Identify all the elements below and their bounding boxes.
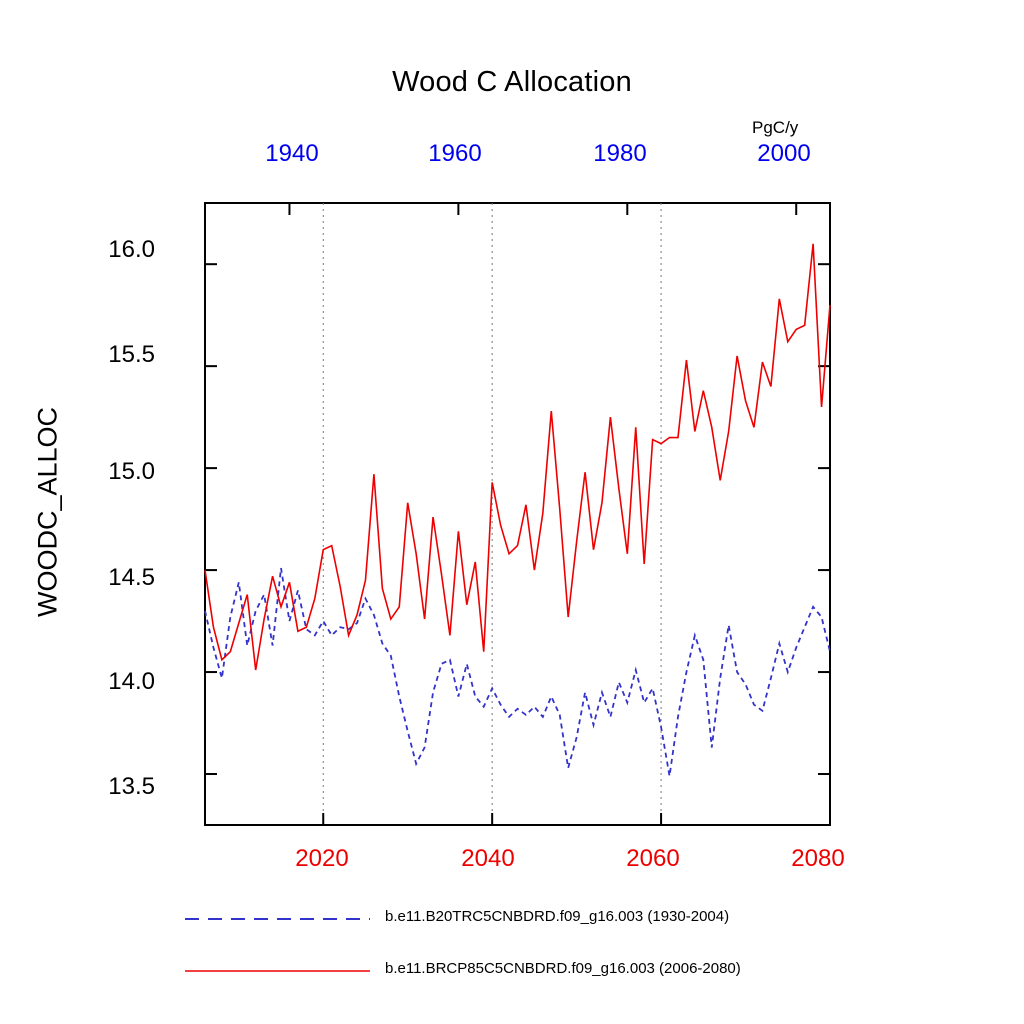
bottom-axis-tick-2040: 2040: [461, 845, 515, 872]
legend-item-rcp85[interactable]: [185, 960, 885, 986]
y-axis-tick-13.5: 13.5: [108, 773, 155, 800]
y-axis-tick-15.5: 15.5: [108, 341, 155, 368]
units-label: PgC/y: [752, 118, 799, 137]
top-axis-tick-1940: 1940: [265, 140, 319, 167]
bottom-axis-tick-2020: 2020: [295, 845, 349, 872]
y-axis-tick-16.0: 16.0: [108, 236, 155, 263]
axis-ticks: [205, 203, 830, 825]
y-axis-label: WOODC_ALLOC: [32, 406, 63, 618]
legend-swatch-dashed: [185, 917, 370, 919]
y-axis-tick-14.0: 14.0: [108, 668, 155, 695]
legend-label-rcp85: b.e11.BRCP85C5CNBDRD.f09_g16.003 (2006-2080): [385, 960, 741, 977]
plot-frame: [205, 203, 830, 825]
top-axis-tick-2000: 2000: [757, 140, 811, 167]
series-line: [205, 568, 830, 776]
gridlines: [323, 203, 661, 825]
bottom-axis-tick-2060: 2060: [626, 845, 680, 872]
bottom-axis-tick-2080: 2080: [791, 845, 845, 872]
legend-item-historical[interactable]: [185, 908, 885, 934]
series-lines: [205, 244, 830, 776]
legend-swatch-solid: [185, 969, 370, 971]
top-axis-tick-1960: 1960: [428, 140, 482, 167]
legend-label-historical: b.e11.B20TRC5CNBDRD.f09_g16.003 (1930-2004): [385, 908, 730, 925]
y-axis-tick-15.0: 15.0: [108, 458, 155, 485]
top-axis-tick-1980: 1980: [593, 140, 647, 167]
chart-title: Wood C Allocation: [392, 66, 632, 98]
y-axis-tick-14.5: 14.5: [108, 564, 155, 591]
series-line: [205, 244, 830, 670]
